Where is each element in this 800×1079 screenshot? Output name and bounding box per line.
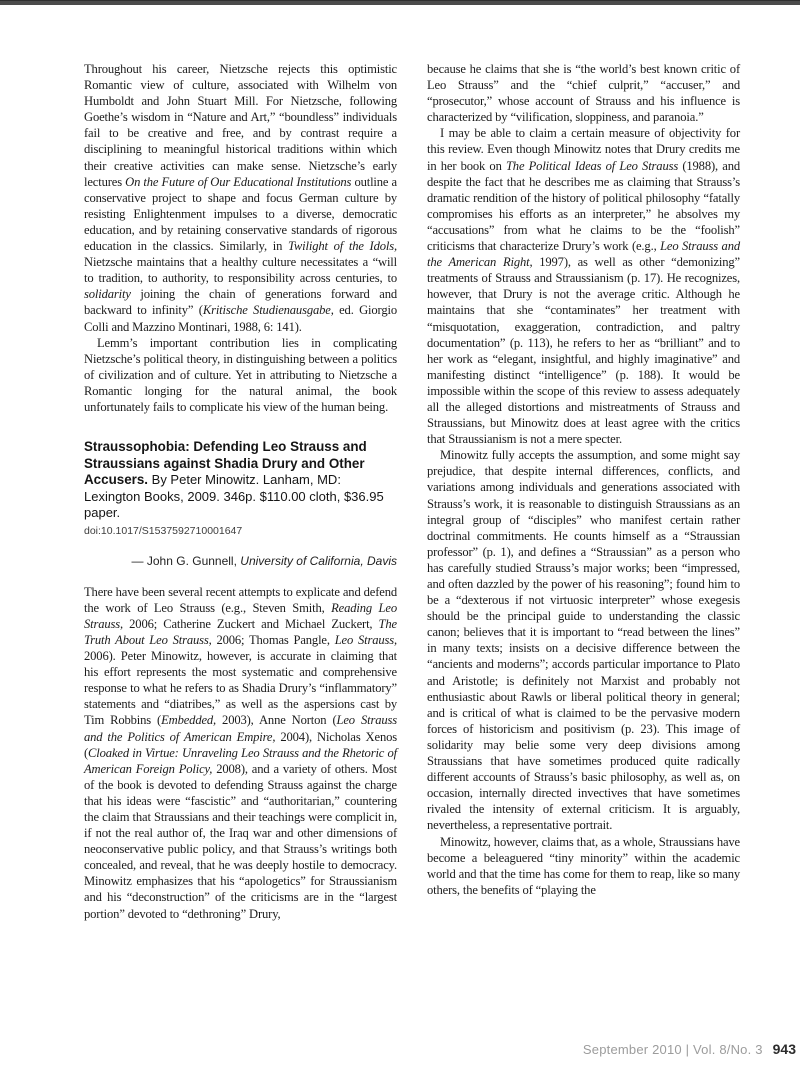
objectivity-paragraph: I may be able to claim a certain measure of objectivity for this review. Even though Minowitz notes that Drury credits me in her book on The Political Ideas of Leo Strauss (1988), and despite the fact that he describes me as claiming that Strauss’s dramatic rendition of the history of political philosophy “fatally compromises his efforts as an interpreter,” he absolves my “accusations” from what he claims to be the “foolish” criticisms that characterize Drury’s work (e.g., Leo Strauss and the American Right, 1997), as well as other “demonizing” treatments of Strauss and Straussianism (p. 17). He recognizes, however, that Drury is not the average critic. Although he maintains that she “contaminates” her treatment with “misquotation, exaggeration, contradiction, and paltry documentation” (p. 113), he refers to her as “brilliant” and to her work as “elegant, insightful, and highly imaginative” and manifesting distinct “intelligence” (p. 188). It would be impossible within the scope of this review to assess adequately all the alleged distortions and mistreatments of Strauss and Straussians, but Minowitz does at least agree with the critics that Straussianism is not a mere specter.	[427, 126, 740, 447]
straussian-definition-paragraph: Minowitz fully accepts the assumption, and some might say prejudice, that despite internal differences, conflicts, and variations among individuals and generations associated with Strauss’s work, it is reasonable to distinguish Straussians as an integral group of “disciples” who manifest certain rather doctrinal commitments. He counts himself as a “Straussian professor” (p. 1), and defines a “Straussian” as a person who has carefully studied Strauss’s major works; been “impressed, and often dazzled by the power of his reasoning”; found him to be a “dexterous if not virtuosic interpreter” whose exegesis should be the principal guide to understanding the classic canon; believes that it is important to “read between the lines” in many texts; insists on a decisive difference between the “ancients and moderns”; accords particular importance to Plato and Aristotle; is definitely not Marxist and probably not enthusiastic about Rawls or liberal political theory in general; and is critical of what is claimed to be the pervasive modern forces of historicism and positivism (p. 23). This image of solidarity may belie some very deep divisions among Straussians that have sometimes produced quite radically different accounts of Strauss’s basic philosophy, as well as, on occasion, internally directed invectives that have sometimes rivaled the intensity of external criticism. It is arguably, nevertheless, a representative portrait.	[427, 448, 740, 833]
reviewer-name: — John G. Gunnell,	[131, 553, 241, 568]
page-top-rule	[0, 0, 800, 5]
tiny-minority-paragraph: Minowitz, however, claims that, as a whole, Straussians have become a beleaguered “tiny minority” within the academic world and that the time has come for them to reap, like so many others, the benefits of “playing the	[427, 834, 740, 897]
book-title: Straussophobia: Defending Leo Strauss and Straussians against Shadia Drury and Other Accusers.	[84, 439, 367, 488]
book-title-and-details	[84, 439, 397, 522]
page-number: 943	[772, 1041, 796, 1057]
reviewer-affiliation: University of California, Davis	[240, 553, 397, 568]
book-review-header	[84, 439, 397, 538]
right-column	[427, 61, 740, 898]
reviewer-byline	[84, 553, 397, 569]
nietzsche-review-closing-paragraph: Throughout his career, Nietzsche rejects this optimistic Romantic view of culture, associated with Wilhelm von Humboldt and John Stuart Mill. For Nietzsche, following Goethe’s wisdom in “Nature and Art,” “boundless” individuals fail to be creative and free, and by contrast require a disciplining to meaningful historical traditions within which their creative activities can make sense. Nietzsche’s early lectures On the Future of Our Educational Institutions outline a conservative project to shape and focus German culture by resisting Enlightenment impulses to a diverse, democratic education, and by retaining conservative standards of rigorous education in the classics. Similarly, in Twilight of the Idols, Nietzsche maintains that a healthy culture necessitates a “will to tradition, to authority, to responsibility across centuries, to solidarity joining the chain of generations forward and backward to infinity” (Kritische Studienausgabe, ed. Giorgio Colli and Mazzino Montinari, 1988, 6: 141).	[84, 62, 398, 334]
review-continuation-paragraph: because he claims that she is “the world’s best known critic of Leo Strauss” and the “chief culprit,” “accuser,” and “prosecutor,” whose account of Strauss and his influence is characterized by “vilification, sloppiness, and paranoia.”	[427, 62, 740, 125]
publication-details: By Peter Minowitz. Lanham, MD: Lexington Books, 2009. 346p. $110.00 cloth, $36.95 paper.	[84, 472, 384, 521]
page-footer	[583, 1041, 796, 1057]
lemm-conclusion-paragraph: Lemm’s important contribution lies in complicating Nietzsche’s political theory, in distinguishing between a politics of civilization and of culture. Yet in attributing to Nietzsche a Romantic longing for the natural animal, the book unfortunately fails to complicate his view of the human being.	[84, 335, 397, 414]
doi: doi:10.1017/S1537592710001647	[84, 524, 243, 537]
left-column	[84, 61, 397, 922]
review-opening-paragraph: There have been several recent attempts to explicate and defend the work of Leo Strauss (e.g., Steven Smith, Reading Leo Strauss, 2006; Catherine Zuckert and Michael Zuckert, The Truth About Leo Strauss, 2006; Thomas Pangle, Leo Strauss, 2006). Peter Minowitz, however, is accurate in claiming that his effort represents the most systematic and comprehensive response to what he refers to as Shadia Drury’s “inflammatory” statements and “diatribes,” as well as the aspersions cast by Tim Robbins (Embedded, 2003), Anne Norton (Leo Strauss and the Politics of American Empire, 2004), Nicholas Xenos (Cloaked in Virtue: Unraveling Leo Strauss and the Rhetoric of American Foreign Policy, 2008), and a variety of others. Most of the book is devoted to defending Strauss against the charge that his ideas were “fascistic” and “authoritarian,” countering the claim that Straussians and their teachings were complicit in, if not the real author of, the Iraq war and other dimensions of neoconservative public policy, and that Strauss’s writings both concealed, and reveal, that he was deeply hostile to democracy. Minowitz emphasizes that his “apologetics” for Straussianism and his “deconstruction” of the criticisms are in the “largest portion” devoted to “dethroning” Drury,	[84, 584, 398, 921]
issue-info: September 2010 | Vol. 8/No. 3	[582, 1042, 763, 1057]
